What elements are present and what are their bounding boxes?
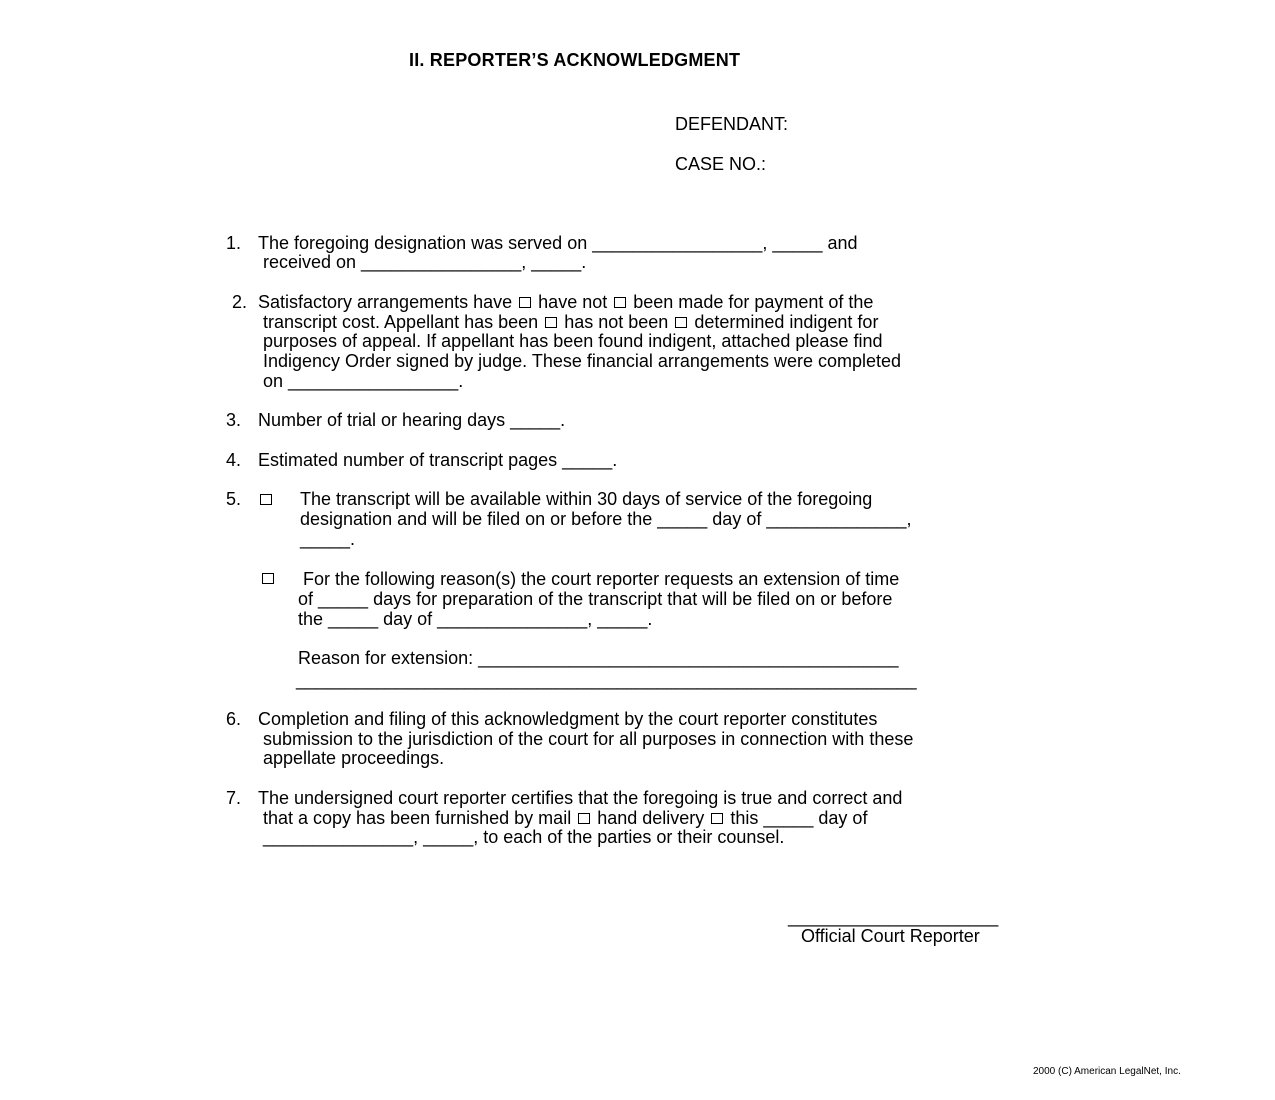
has-been-checkbox[interactable] bbox=[545, 317, 557, 328]
have-not-checkbox[interactable] bbox=[614, 297, 626, 308]
item-1-line-1: The foregoing designation was served on _________________, _____ and bbox=[258, 233, 858, 253]
defendant-label: DEFENDANT: bbox=[675, 114, 789, 134]
item-5-option-b-line-3: the _____ day of _______________, _____. bbox=[298, 609, 653, 629]
item-2-line-2: transcript cost. Appellant has been has not been determined indigent for bbox=[263, 312, 879, 332]
reason-for-extension-line-1: Reason for extension: __________________________________________ bbox=[298, 648, 899, 668]
item-2-line-5: on _________________. bbox=[263, 371, 464, 391]
item-3-text: Number of trial or hearing days _____. bbox=[258, 410, 566, 430]
signature-label: Official Court Reporter bbox=[801, 926, 980, 946]
item-7-line-2: that a copy has been furnished by mail hand delivery this _____ day of bbox=[263, 808, 868, 828]
item-6-line-2: submission to the jurisdiction of the court for all purposes in connection with these bbox=[263, 729, 914, 749]
item-3-number: 3. bbox=[226, 410, 242, 430]
item-7-line-3: _______________, _____, to each of the parties or their counsel. bbox=[263, 827, 785, 847]
item-5-number: 5. bbox=[226, 489, 242, 509]
mail-checkbox[interactable] bbox=[578, 813, 590, 824]
item-2-line-4: Indigency Order signed by judge. These financial arrangements were completed bbox=[263, 351, 902, 371]
item-4-number: 4. bbox=[226, 450, 242, 470]
copyright-footer: 2000 (C) American LegalNet, Inc. bbox=[1033, 1066, 1181, 1077]
case-number-label: CASE NO.: bbox=[675, 154, 767, 174]
item-5-option-a-line-2: designation and will be filed on or before the _____ day of ______________, bbox=[300, 509, 912, 529]
available-30-days-checkbox[interactable] bbox=[260, 494, 272, 505]
item-5-option-b-line-2: of _____ days for preparation of the transcript that will be filed on or before bbox=[298, 589, 893, 609]
hand-delivery-checkbox[interactable] bbox=[711, 813, 723, 824]
item-7-line-1: The undersigned court reporter certifies that the foregoing is true and correct and bbox=[258, 788, 903, 808]
extension-request-checkbox[interactable] bbox=[262, 573, 274, 584]
item-5-option-a-line-1: The transcript will be available within 30 days of service of the foregoing bbox=[300, 489, 873, 509]
item-1-line-2: received on ________________, _____. bbox=[263, 252, 587, 272]
item-7-number: 7. bbox=[226, 788, 242, 808]
item-6-number: 6. bbox=[226, 709, 242, 729]
signature-line: _____________________ bbox=[788, 907, 999, 927]
item-5-option-a-line-3: _____. bbox=[300, 529, 356, 549]
item-2-line-3: purposes of appeal. If appellant has been found indigent, attached please find bbox=[263, 331, 883, 351]
item-4-text: Estimated number of transcript pages _____. bbox=[258, 450, 618, 470]
item-6-line-3: appellate proceedings. bbox=[263, 748, 445, 768]
have-checkbox[interactable] bbox=[519, 297, 531, 308]
item-2-line-1: Satisfactory arrangements have have not been made for payment of the bbox=[258, 292, 874, 312]
page-title: II. REPORTER’S ACKNOWLEDGMENT bbox=[409, 50, 741, 70]
item-1-number: 1. bbox=[226, 233, 242, 253]
item-6-line-1: Completion and filing of this acknowledgment by the court reporter constitutes bbox=[258, 709, 878, 729]
item-5-option-b-line-1: For the following reason(s) the court reporter requests an extension of time bbox=[303, 569, 900, 589]
item-2-number: 2. bbox=[232, 292, 248, 312]
reason-for-extension-line-2: ______________________________________________________________ bbox=[296, 670, 917, 690]
has-not-been-checkbox[interactable] bbox=[675, 317, 687, 328]
